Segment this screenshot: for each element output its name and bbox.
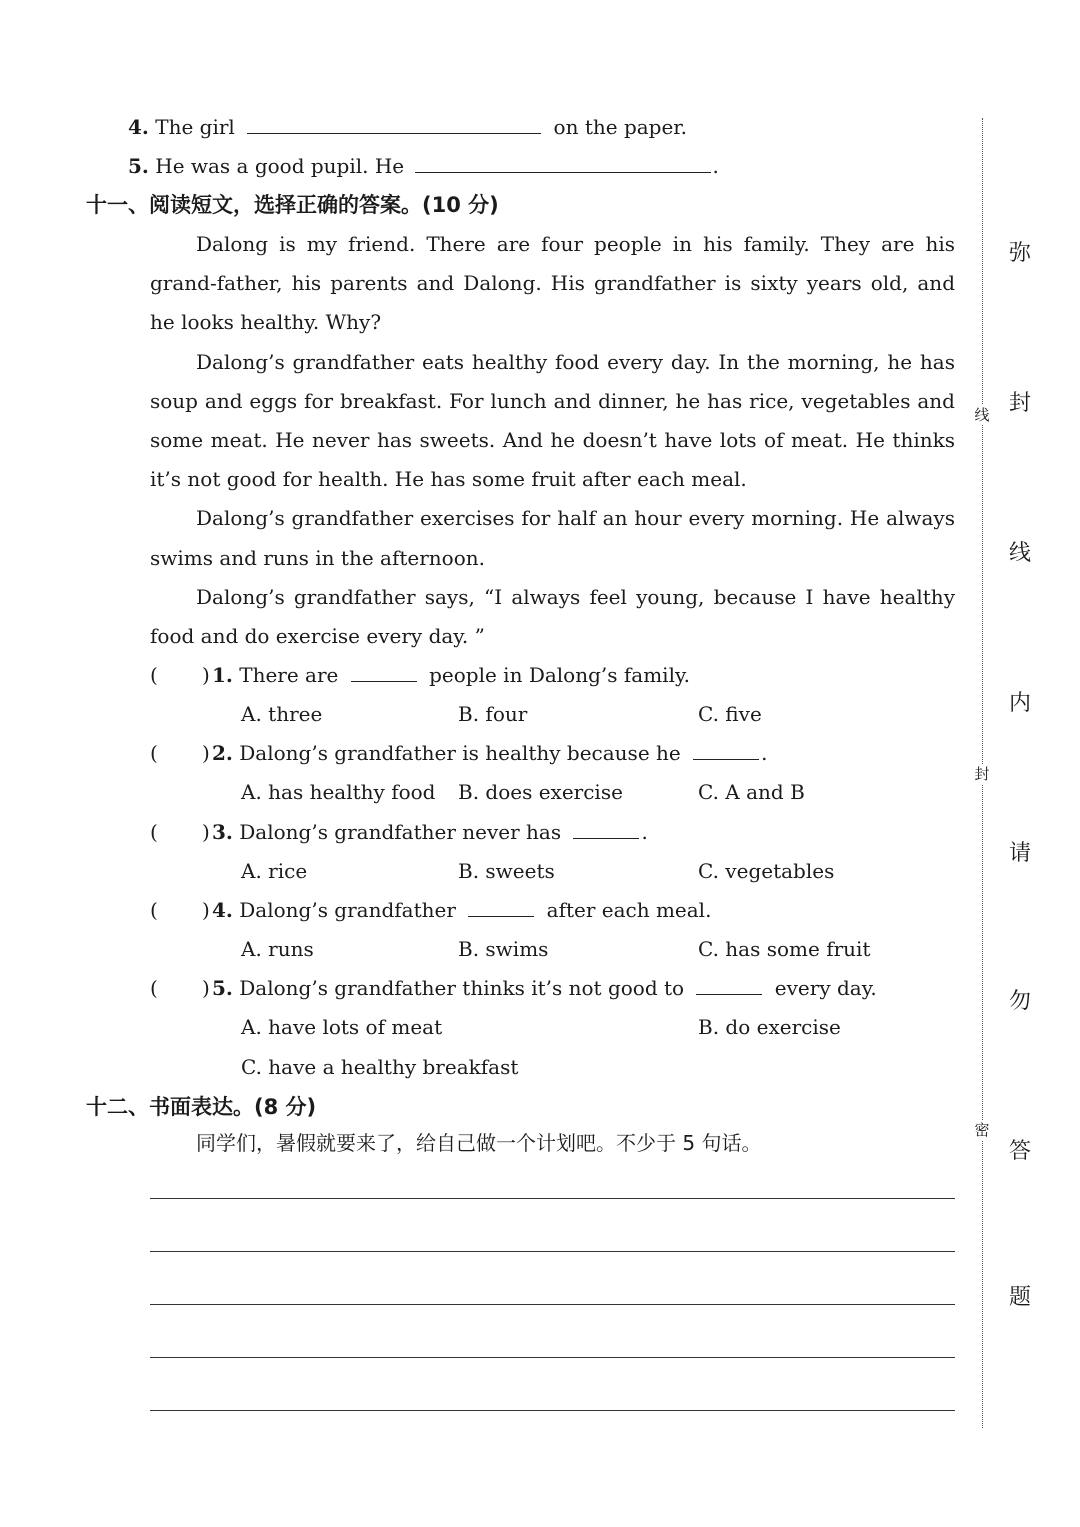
writing-line[interactable] [150, 1304, 955, 1305]
side-char: 勿 [1008, 989, 1031, 1014]
item-4 [128, 114, 687, 140]
side-char: 封 [1008, 391, 1031, 416]
answer-paren-close: ) [202, 741, 210, 765]
binding-label: 线 [972, 405, 992, 425]
answer-paren-open[interactable]: ( [150, 820, 158, 844]
item-text-after: on the paper. [553, 115, 688, 139]
answer-paren-close: ) [202, 898, 210, 922]
section-12-title: 十二、书面表达。(8 分) [86, 1095, 317, 1119]
question-text-after: people in Dalong’s family. [429, 663, 690, 687]
binding-label: 封 [972, 764, 992, 784]
question-blank [573, 820, 639, 839]
option-a[interactable]: A. runs [241, 937, 314, 961]
question-text-after: every day. [774, 976, 877, 1000]
question-text-before: Dalong’s grandfather is healthy because he [239, 741, 681, 765]
option-c[interactable]: C. five [698, 702, 762, 726]
side-char: 内 [1008, 691, 1031, 716]
item-text-after: . [712, 154, 719, 178]
question-number: 3. [212, 820, 233, 844]
side-char: 线 [1008, 541, 1031, 566]
option-b[interactable]: B. swims [458, 937, 549, 961]
writing-line[interactable] [150, 1410, 955, 1411]
question-blank [351, 663, 417, 682]
passage-paragraph: Dalong’s grandfather says, “I always feel young, because I have healthy food and do exercise every day. ” [150, 584, 955, 649]
answer-paren-open[interactable]: ( [150, 663, 158, 687]
answer-paren-close: ) [202, 663, 210, 687]
question-text-before: Dalong’s grandfather [239, 898, 456, 922]
question-text-before: Dalong’s grandfather never has [239, 820, 562, 844]
side-char: 题 [1008, 1285, 1031, 1310]
writing-prompt: 同学们，暑假就要来了，给自己做一个计划吧。不少于 5 句话。 [196, 1131, 762, 1155]
option-b[interactable]: B. four [458, 702, 528, 726]
answer-blank[interactable] [247, 115, 541, 134]
answer-paren-open[interactable]: ( [150, 898, 158, 922]
item-number: 4. [128, 115, 149, 139]
answer-paren-open[interactable]: ( [150, 976, 158, 1000]
question-text-before: Dalong’s grandfather thinks it’s not good to [239, 976, 685, 1000]
question-number: 4. [212, 898, 233, 922]
section-11-title: 十一、阅读短文，选择正确的答案。(10 分) [86, 193, 499, 217]
question-number: 2. [212, 741, 233, 765]
side-char: 弥 [1008, 241, 1031, 266]
passage-paragraph: Dalong’s grandfather eats healthy food every day. In the morning, he has soup and eggs for breakfast. For lunch and dinner, he has rice, vegetables and some meat. He never has sweets. And he doesn’t have lots of meat. He thinks it’s not good for health. He has some fruit after each meal. [150, 349, 955, 492]
option-c[interactable]: C. has some fruit [698, 937, 871, 961]
question-text-after: after each meal. [546, 898, 712, 922]
answer-paren-close: ) [202, 820, 210, 844]
question-text-before: There are [239, 663, 339, 687]
option-b[interactable]: B. sweets [458, 859, 555, 883]
passage-paragraph: Dalong is my friend. There are four people in his family. They are his grand-father, his parents and Dalong. His grandfather is sixty years old, and he looks healthy. Why? [150, 232, 955, 335]
answer-blank[interactable] [415, 154, 711, 173]
writing-line[interactable] [150, 1251, 955, 1252]
option-c[interactable]: C. A and B [698, 780, 805, 804]
option-a[interactable]: A. has healthy food [241, 780, 436, 804]
option-a[interactable]: A. three [241, 702, 323, 726]
item-text-before: The girl [155, 115, 235, 139]
answer-paren-open[interactable]: ( [150, 741, 158, 765]
question-blank [468, 898, 534, 917]
option-a[interactable]: A. rice [241, 859, 308, 883]
passage-paragraph: Dalong’s grandfather exercises for half an hour every morning. He always swims and runs in the afternoon. [150, 506, 955, 570]
answer-paren-close: ) [202, 976, 210, 1000]
question-blank [696, 976, 762, 995]
binding-label: 密 [972, 1120, 992, 1140]
item-number: 5. [128, 154, 149, 178]
option-c[interactable]: C. vegetables [698, 859, 835, 883]
question-blank [693, 741, 759, 760]
side-char: 答 [1008, 1139, 1031, 1164]
option-c[interactable]: C. have a healthy breakfast [241, 1055, 519, 1079]
question-number: 5. [212, 976, 233, 1000]
writing-line[interactable] [150, 1357, 955, 1358]
option-a[interactable]: A. have lots of meat [241, 1015, 443, 1039]
option-b[interactable]: B. does exercise [458, 780, 623, 804]
question-text-after: . [641, 820, 648, 844]
item-5 [128, 153, 719, 179]
question-number: 1. [212, 663, 233, 687]
writing-line[interactable] [150, 1198, 955, 1199]
item-text-before: He was a good pupil. He [155, 154, 405, 178]
side-char: 请 [1008, 841, 1031, 866]
option-b[interactable]: B. do exercise [698, 1015, 841, 1039]
question-text-after: . [761, 741, 768, 765]
reading-passage [150, 225, 955, 656]
